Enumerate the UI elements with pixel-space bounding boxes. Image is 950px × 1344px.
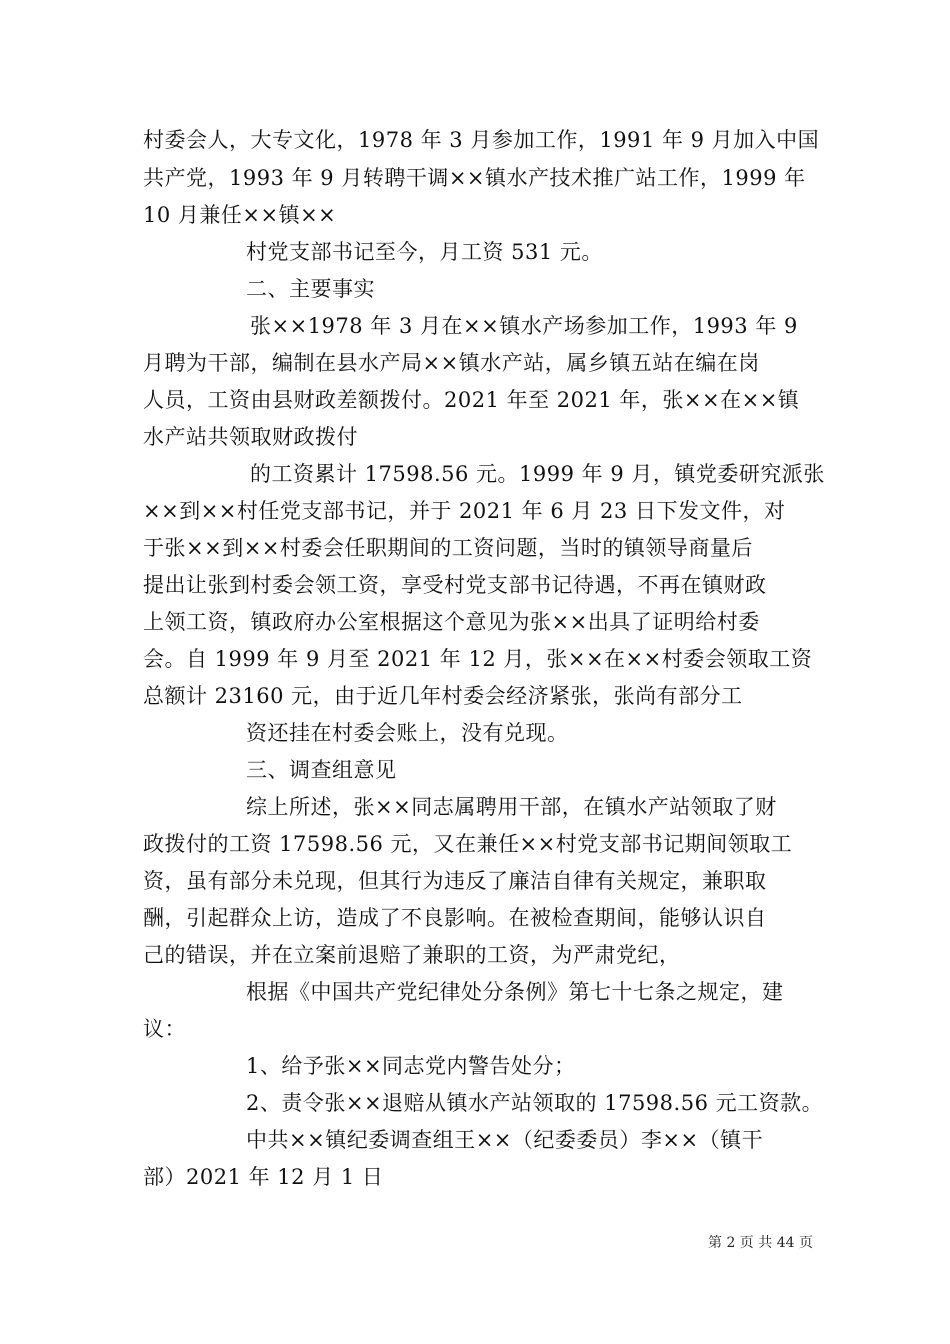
text-line: 提出让张到村委会领工资，享受村党支部书记待遇，不再在镇财政 [143,573,767,597]
text-line: 村党支部书记至今，月工资 531 元。 [246,240,603,264]
text-line: 会。自 1999 年 9 月至 2021 年 12 月，张××在××村委会领取工资 [143,647,813,671]
text-line: 总额计 23160 元，由于近几年村委会经济紧张，张尚有部分工 [143,684,743,708]
text-line: 议： [143,1017,186,1041]
text-line: 共产党，1993 年 9 月转聘干调××镇水产技术推广站工作，1999 年 [143,166,806,190]
text-line: 己的错误，并在立案前退赔了兼职的工资，为严肃党纪， [143,943,681,967]
section-heading: 三、调查组意见 [246,758,397,782]
text-line: 资还挂在村委会账上，没有兑现。 [246,721,569,745]
text-line: 于张××到××村委会任职期间的工资问题，当时的镇领导商量后 [143,536,753,560]
text-line: 政拨付的工资 17598.56 元，又在兼任××村党支部书记期间领取工 [143,832,793,856]
text-line: 1、给予张××同志党内警告处分； [246,1054,576,1078]
page-number-footer: 第 2 页 共 44 页 [708,1235,813,1251]
text-line: 人员，工资由县财政差额拨付。2021 年至 2021 年，张××在××镇 [143,388,800,412]
text-line: 月聘为干部，编制在县水产局××镇水产站，属乡镇五站在编在岗 [143,351,760,375]
section-heading: 二、主要事实 [246,277,375,301]
text-line: 上领工资，镇政府办公室根据这个意见为张××出具了证明给村委 [143,610,760,634]
text-line: 2、责令张××退赔从镇水产站领取的 17598.56 元工资款。 [246,1091,824,1115]
text-line: 根据《中国共产党纪律处分条例》第七十七条之规定，建 [246,980,784,1004]
text-line: 10 月兼任××镇×× [143,203,337,227]
text-line: 中共××镇纪委调查组王××（纪委委员）李××（镇干 [246,1128,764,1152]
text-line: 部）2021 年 12 月 1 日 [143,1165,384,1189]
text-line: 水产站共领取财政拨付 [143,425,358,449]
text-line: 村委会人，大专文化，1978 年 3 月参加工作，1991 年 9 月加入中国 [143,128,820,152]
text-line: 酬，引起群众上访，造成了不良影响。在被检查期间，能够认识自 [143,906,767,930]
text-line: 综上所述，张××同志属聘用干部，在镇水产站领取了财 [246,795,777,819]
text-line: 张××1978 年 3 月在××镇水产场参加工作，1993 年 9 [250,314,798,338]
text-line: 资，虽有部分未兑现，但其行为违反了廉洁自律有关规定，兼职取 [143,869,767,893]
text-line: ××到××村任党支部书记，并于 2021 年 6 月 23 日下发文件，对 [143,499,786,523]
text-line: 的工资累计 17598.56 元。1999 年 9 月，镇党委研究派张 [250,462,825,486]
